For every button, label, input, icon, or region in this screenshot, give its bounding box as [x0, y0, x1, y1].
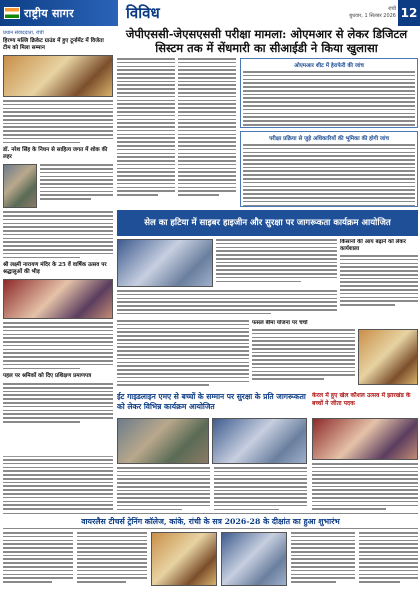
lower-photo-2 [212, 418, 307, 464]
left-column [3, 30, 113, 452]
lower-right-headline: केरल में हुए खेल कौशल उत्सव में झारखंड के बच्चों ने जीता पदक [312, 392, 411, 407]
footer-photo-2 [221, 532, 287, 586]
lead-body-col1 [117, 58, 175, 206]
lower-center-story [117, 418, 307, 510]
city-label: रांची [388, 6, 396, 12]
banner-story [117, 239, 337, 317]
story2-body-b [3, 211, 113, 258]
left-story3-headline: श्री लक्ष्मी नारायण मंदिर के 25 वें वार्षिक उत्सव पर श्रद्धालुओं की भीड़ [3, 262, 107, 276]
footer-banner-headline: वायरलैस टीचर्स ट्रेनिंग कॉलेज, कांके, रांची के सत्र 2026-28 के दीक्षांत का हुआ शुभारंभ [3, 513, 418, 529]
lower-center-headline: ईट गाइडलाइन एमए से बच्चों के सम्मान पर सुरक्षा के प्रति जागरूकता को लेकर विभिन्न कार्यक्रम आयोजित [117, 392, 306, 411]
side-story-2 [252, 320, 418, 388]
left-lower-column [3, 456, 113, 510]
story1-body [3, 100, 113, 143]
section-title: विविध [126, 4, 160, 22]
brand-logo [0, 0, 118, 26]
lower-photo-1 [117, 418, 209, 464]
lead-headline: जेपीएससी-जेएसएससी परीक्षा मामला: ओएमआर से लेकर डिजिटल सिस्टम तक में सेंधमारी का सीआईडी ने किया खुलासा [125, 27, 408, 55]
side-story2-photo [358, 329, 418, 385]
footer-photo-1 [151, 532, 217, 586]
left-story1-headline: हिरण्य मल्लि क्रिकेट ग्राउंड में हुए टूर्नामेंट में विजेता टीम को मिला सम्मान [3, 38, 104, 51]
inset-box2-headline: परीक्षा प्रक्रिया से जुड़े अधिकारियों की भूमिका की होगी जांच [269, 136, 389, 142]
story1-photo [3, 55, 113, 97]
footer-row [3, 532, 418, 590]
banner-body-b [117, 290, 337, 314]
story3-photo [3, 279, 113, 319]
left-story4-headline: पहल पर श्रमिकों को दिए प्रशिक्षण प्रमाणपत्र [3, 373, 92, 380]
section-title-area [118, 0, 306, 26]
date-label: बुधवार, 1 सितंबर 2026 [349, 13, 396, 19]
side-story [340, 239, 418, 317]
footer-body-3 [291, 532, 355, 590]
footer-body-2 [77, 532, 147, 590]
footer-body-1 [3, 532, 73, 590]
banner-body-a [216, 239, 337, 287]
inset-box-headline: ओएमआर शीट में हेराफेरी की जांच [294, 63, 364, 69]
story2-body-a [40, 164, 113, 208]
lead-body-col2 [178, 58, 236, 206]
footer-body-4 [359, 532, 418, 590]
side-story2-headline: फसल बीमा योजना पर चर्चा [252, 320, 308, 326]
banner-headline: सेल का हटिया में साइबर हाइजीन और सुरक्षा पर जागरूकता कार्यक्रम आयोजित [117, 210, 418, 236]
mid-body-col [117, 320, 249, 388]
seminar-photo [117, 239, 213, 287]
flag-icon [4, 7, 20, 19]
lead-inset-box [240, 58, 418, 128]
masthead [0, 0, 420, 26]
lower-right-story [312, 418, 418, 510]
page-number: 12 [398, 0, 420, 26]
side-story-headline: किसानों की आय बढ़ाने को लेकर कार्यशाला [340, 239, 406, 252]
brand-name: राष्ट्रीय सागर [24, 6, 74, 20]
date-block [306, 0, 398, 26]
story3-body [3, 322, 113, 369]
portrait-photo [3, 164, 37, 208]
lower-right-photo [312, 418, 418, 460]
left-desk-label: प्रधान संवाददाता, रांची [3, 30, 44, 36]
left-story2-headline: डॉ. नरेश सिंह के निधन से साहित्य जगत में शोक की लहर [3, 147, 108, 161]
lead-inset-box-2 [240, 131, 418, 207]
story4-body [3, 383, 113, 422]
